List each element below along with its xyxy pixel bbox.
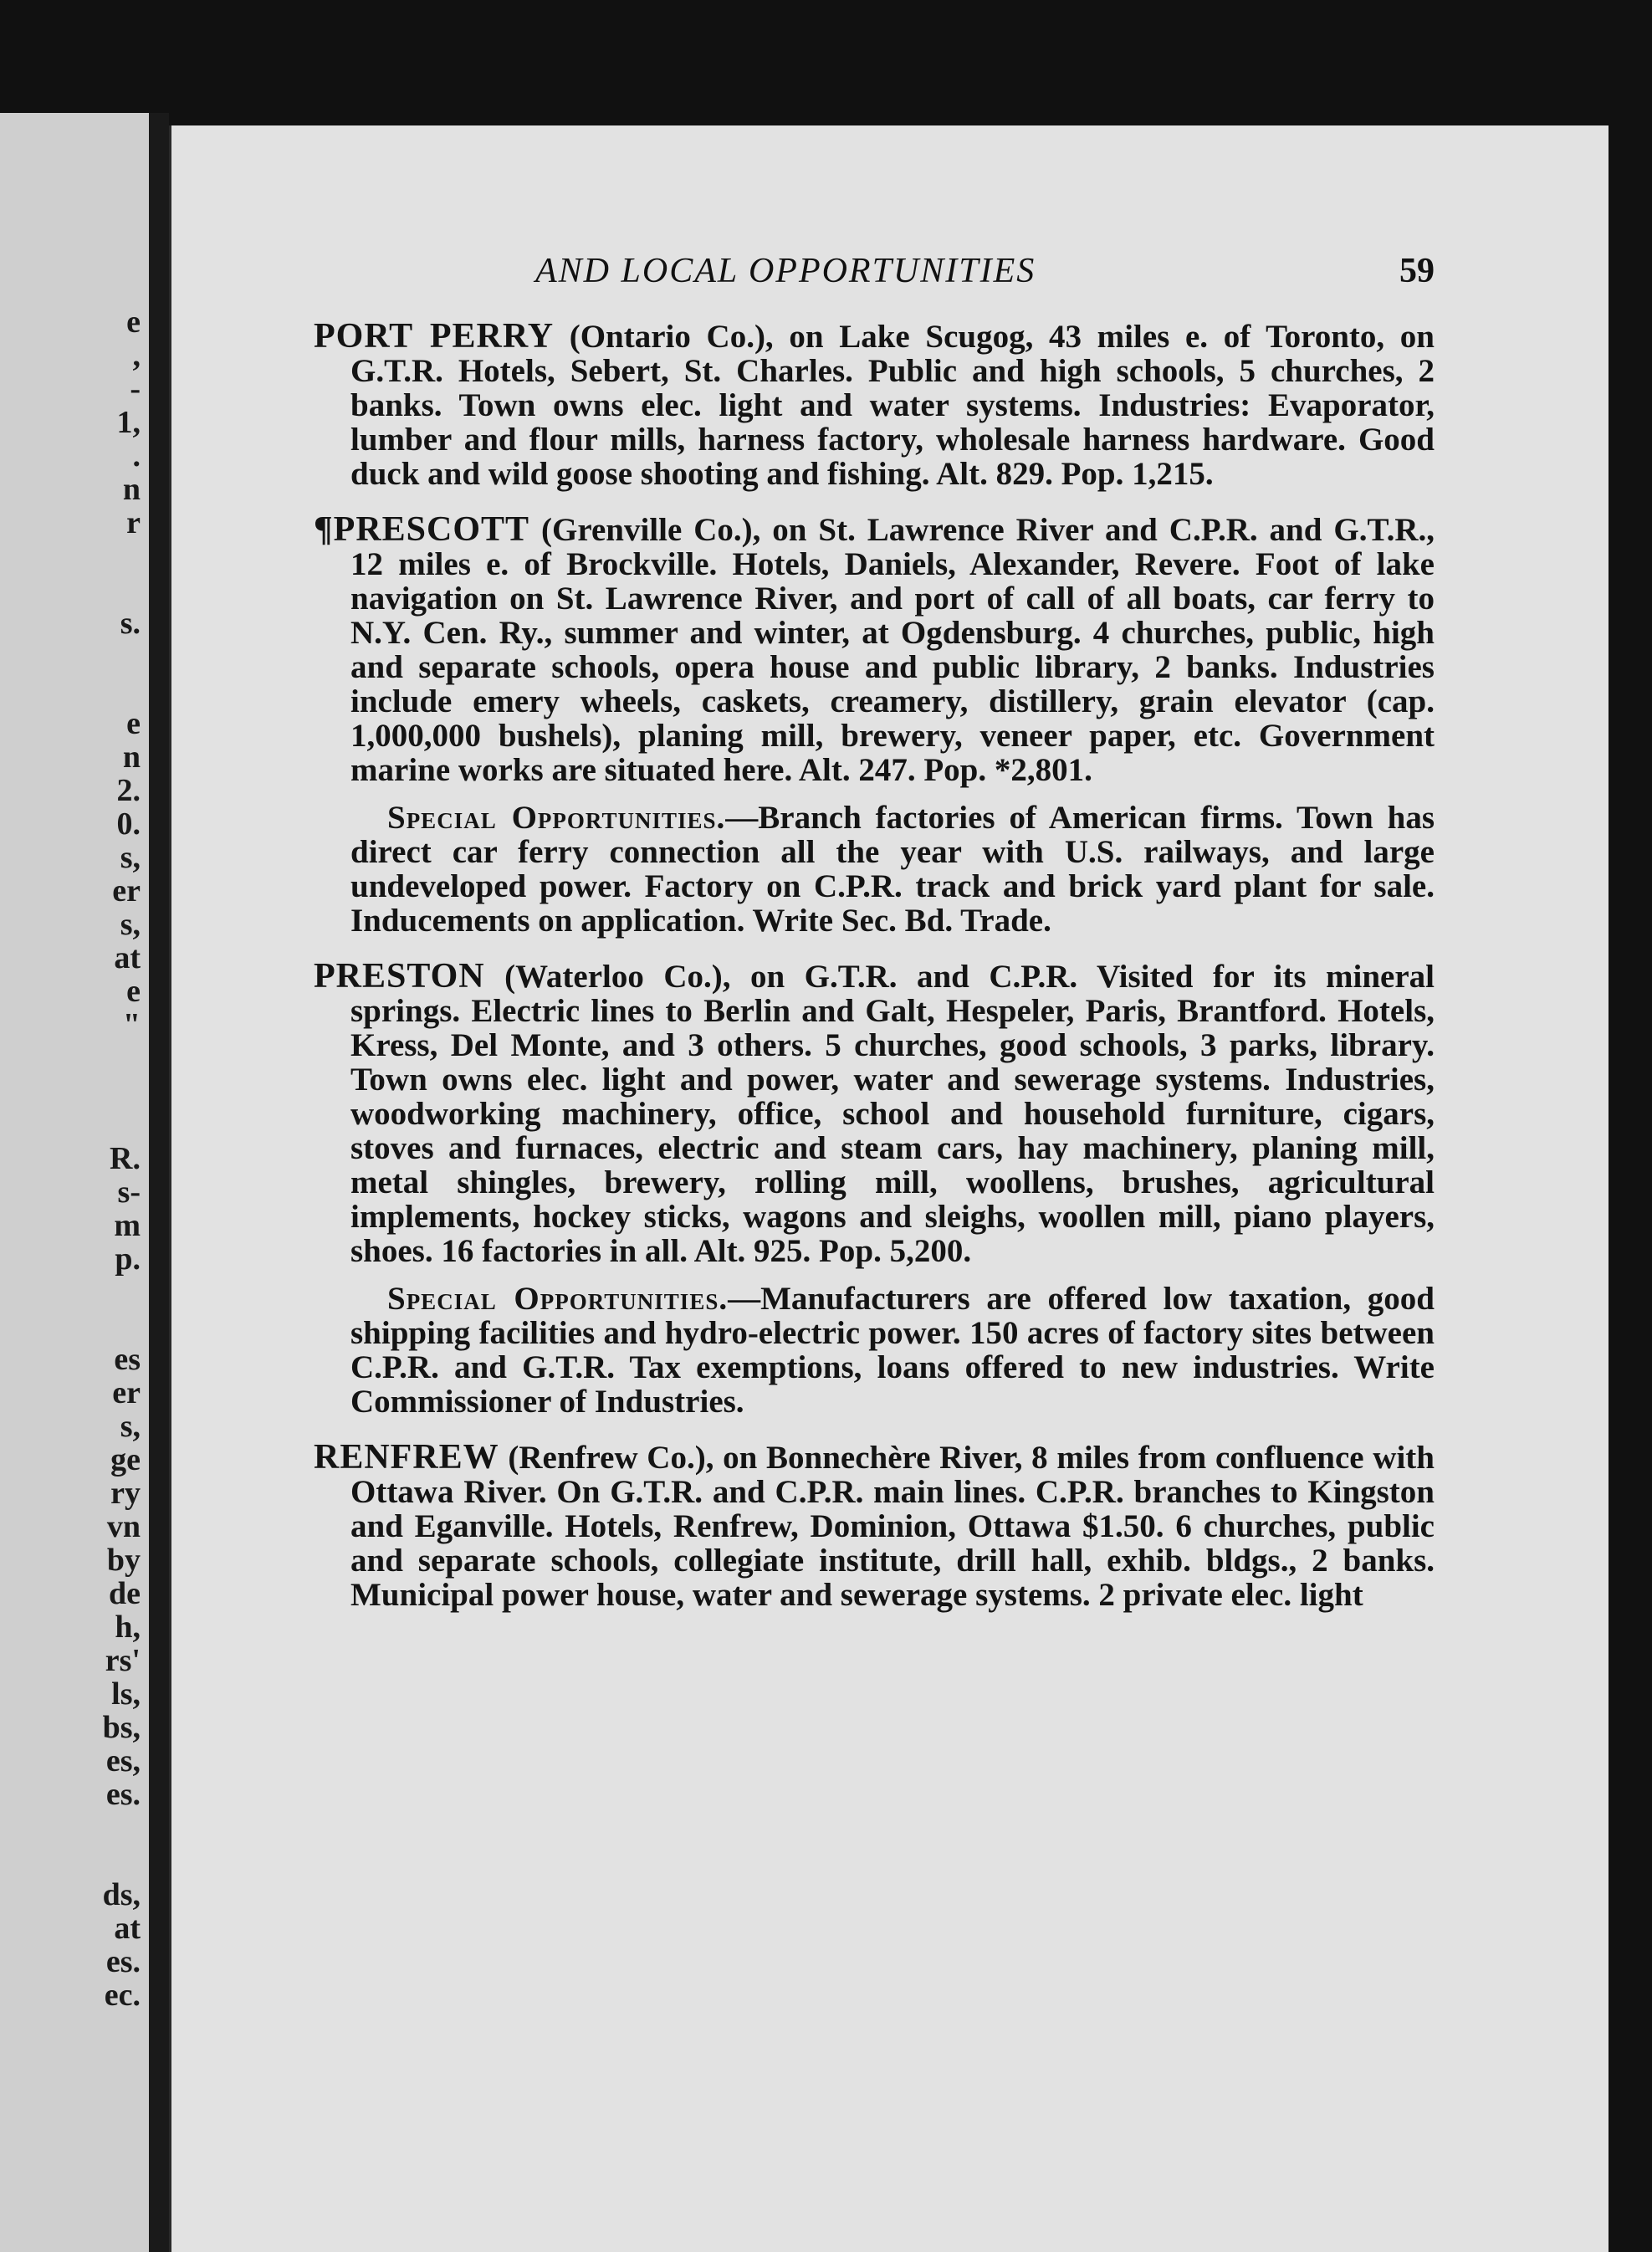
facing-page-text-fragments: e , - 1, . n r s. e n 2. 0. s, er s, at e " R. s- m p. es er s, ge ry vn by de h, rs' ls, bs, es, es. ds, at es. ec. — [102, 305, 141, 2013]
entry-port-perry — [314, 317, 1435, 492]
special-opportunities-text: —Manufacturers are offered low taxation, good shipping facilities and hydro-electric power. 150 acres of factory sites between C.P.R. and G.T.R. Tax exemptions, loans offered to new industries. Write Commissioner of Industries. — [350, 1281, 1435, 1420]
running-head — [314, 251, 1435, 310]
place-name: PORT PERRY — [314, 317, 555, 356]
special-opportunities-text: —Branch factories of American firms. Town has direct car ferry connection all the year with U.S. railways, and large undeveloped power. Factory on C.P.R. track and brick yard plant for sale. Inducements on application. Write Sec. Bd. Trade. — [350, 800, 1435, 939]
entry-paragraph — [314, 1438, 1435, 1613]
book-gutter — [149, 113, 169, 2252]
place-name: ¶PRESCOTT — [314, 510, 530, 549]
facing-page — [0, 113, 149, 2252]
entry-prescott — [314, 510, 1435, 939]
page-number: 59 — [1399, 252, 1435, 290]
book-page — [169, 125, 1609, 2252]
entry-text: (Renfrew Co.), on Bonnechère River, 8 miles from confluence with Ottawa River. On G.T.R. and C.P.R. main lines. C.P.R. branches to Kingston and Eganville. Hotels, Renfrew, Dominion, Ottawa $1.50. 6 churches, public and separate schools, collegiate institute, drill hall, exhib. bldgs., 2 banks. Municipal power house, water and sewerage systems. 2 private elec. light — [350, 1440, 1435, 1613]
entry-text: (Ontario Co.), on Lake Scugog, 43 miles e. of Toronto, on G.T.R. Hotels, Sebert, St. Charles. Public and high schools, 5 churches, 2 banks. Town owns elec. light and water systems. Industries: Evaporator, lumber and flour mills, harness factory, wholesale harness hardware. Good duck and wild goose shooting and fishing. Alt. 829. Pop. 1,215. — [350, 319, 1435, 492]
page-content — [314, 251, 1435, 1612]
special-opportunities-label: Special Opportunities. — [387, 800, 726, 836]
place-name: RENFREW — [314, 1438, 499, 1477]
running-head-title: AND LOCAL OPPORTUNITIES — [535, 252, 1036, 290]
entry-text: (Grenville Co.), on St. Lawrence River and C.P.R. and G.T.R., 12 miles e. of Brockville. Hotels, Daniels, Alexander, Revere. Foot of lake navigation on St. Lawrence River, and port of call of all boats, car ferry to N.Y. Cen. Ry., summer and winter, at Ogdensburg. 4 churches, public, high and separate schools, opera house and public library, 2 banks. Industries include emery wheels, caskets, creamery, distillery, grain elevator (cap. 1,000,000 bushels), planing mill, brewery, veneer paper, etc. Government marine works are situated here. Alt. 247. Pop. *2,801. — [350, 512, 1435, 788]
special-opportunities-label: Special Opportunities. — [387, 1281, 729, 1317]
entry-paragraph — [314, 317, 1435, 492]
special-opportunities-paragraph — [314, 801, 1435, 938]
place-name: PRESTON — [314, 957, 485, 995]
entry-preston — [314, 957, 1435, 1420]
entry-renfrew — [314, 1438, 1435, 1613]
entry-text: (Waterloo Co.), on G.T.R. and C.P.R. Visited for its mineral springs. Electric lines to Berlin and Galt, Hespeler, Paris, Brantford. Hotels, Kress, Del Monte, and 3 others. 5 churches, good schools, 3 parks, library. Town owns elec. light and power, water and sewerage systems. Industries, woodworking machinery, office, school and household furniture, cigars, stoves and furnaces, electric and steam cars, hay machinery, planing mill, metal shingles, brewery, rolling mill, woollens, brushes, agricultural implements, hockey sticks, wagons and sleighs, woollen mill, piano players, shoes. 16 factories in all. Alt. 925. Pop. 5,200. — [350, 959, 1435, 1269]
entry-paragraph — [314, 957, 1435, 1269]
entry-paragraph — [314, 510, 1435, 788]
special-opportunities-paragraph — [314, 1282, 1435, 1419]
